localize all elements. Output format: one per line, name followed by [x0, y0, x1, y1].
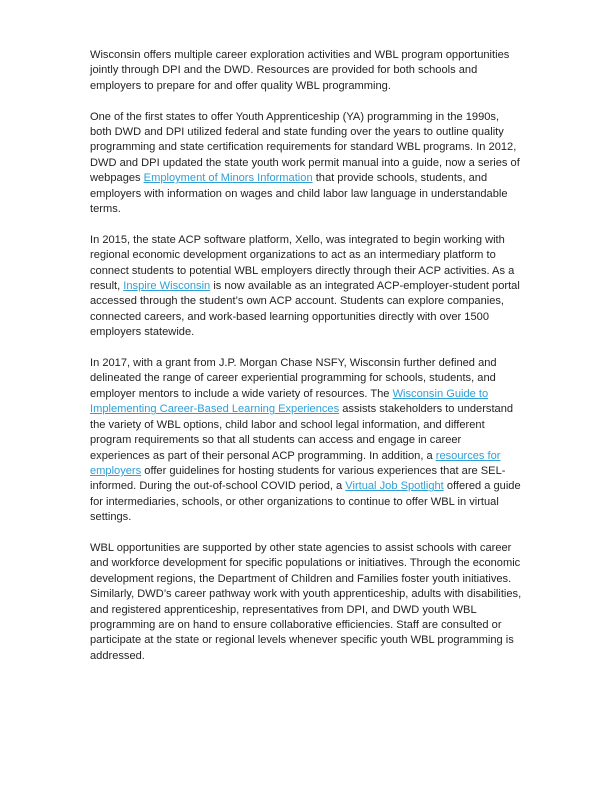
paragraph-3-text-b: is now available as an integrated ACP-employer-student portal accessed through the student’s own ACP account. Students can explore companies, connected careers, and work-based learning opportunities directly with over 1500 employers statewide. [90, 280, 520, 339]
paragraph-4 [90, 356, 522, 525]
paragraph-4-text-a: In 2017, with a grant from J.P. Morgan Chase NSFY, Wisconsin further defined and delineated the range of career experiential programming for schools, students, and employer mentors to include a wide variety of resources. The [90, 357, 497, 400]
paragraph-4-text-c: offer guidelines for hosting students for various experiences that are SEL-informed. During the out-of-school COVID period, a [90, 464, 506, 493]
paragraph-3 [90, 233, 522, 341]
paragraph-1-text: Wisconsin offers multiple career exploration activities and WBL program opportunities jointly through DPI and the DWD. Resources are provided for both schools and employers to prepare for and offer quality WBL programming. [90, 49, 510, 92]
employment-of-minors-link[interactable]: Employment of Minors Information [143, 172, 313, 185]
resources-for-employers-link[interactable]: resources for employers [90, 449, 501, 477]
paragraph-2 [90, 110, 522, 218]
paragraph-5 [90, 541, 522, 664]
virtual-job-spotlight-link[interactable]: Virtual Job Spotlight [345, 480, 444, 493]
paragraph-2-text-a: One of the first states to offer Youth Apprenticeship (YA) programming in the 1990s, both DWD and DPI utilized federal and state funding over the years to outline quality programming and state certification requirements for standard WBL programs. In 2012, DWD and DPI updated the state youth work permit manual into a guide, now a series of webpages [90, 110, 520, 185]
paragraph-1 [90, 48, 522, 94]
paragraph-3-text-a: In 2015, the state ACP software platform, Xello, was integrated to begin working with regional economic development organizations to act as an intermediary platform to connect students to potential WBL employers directly through their ACP activities. As a result, [90, 233, 515, 293]
paragraph-4-text-d: offered a guide for intermediaries, schools, or other organizations to continue to offer WBL in virtual settings. [90, 480, 521, 524]
career-based-learning-guide-link[interactable]: Wisconsin Guide to Implementing Career-Based Learning Experiences [90, 387, 489, 416]
document-body [90, 48, 522, 680]
inspire-wisconsin-link[interactable]: Inspire Wisconsin [123, 280, 211, 293]
paragraph-4-text-b: assists stakeholders to understand the variety of WBL options, child labor and school legal information, and different program requirements so that all students can access and engage in career experiences as part of their personal ACP programming. In addition, a [90, 403, 514, 462]
paragraph-2-text-b: that provide schools, students, and employers with information on wages and child labor law language in understandable terms. [90, 172, 508, 216]
paragraph-5-text: WBL opportunities are supported by other state agencies to assist schools with career and workforce development for specific populations or initiatives. Through the economic development regions, the Department of Children and Families foster youth initiatives. Similarly, DWD’s career pathway work with youth apprenticeship, adults with disabilities, and registered apprenticeship, representatives from DPI, and DWD youth WBL programming are on hand to ensure collaborative efficiencies. Staff are consulted or participate at the state or regional levels whenever specific youth WBL programming is addressed. [90, 541, 522, 662]
